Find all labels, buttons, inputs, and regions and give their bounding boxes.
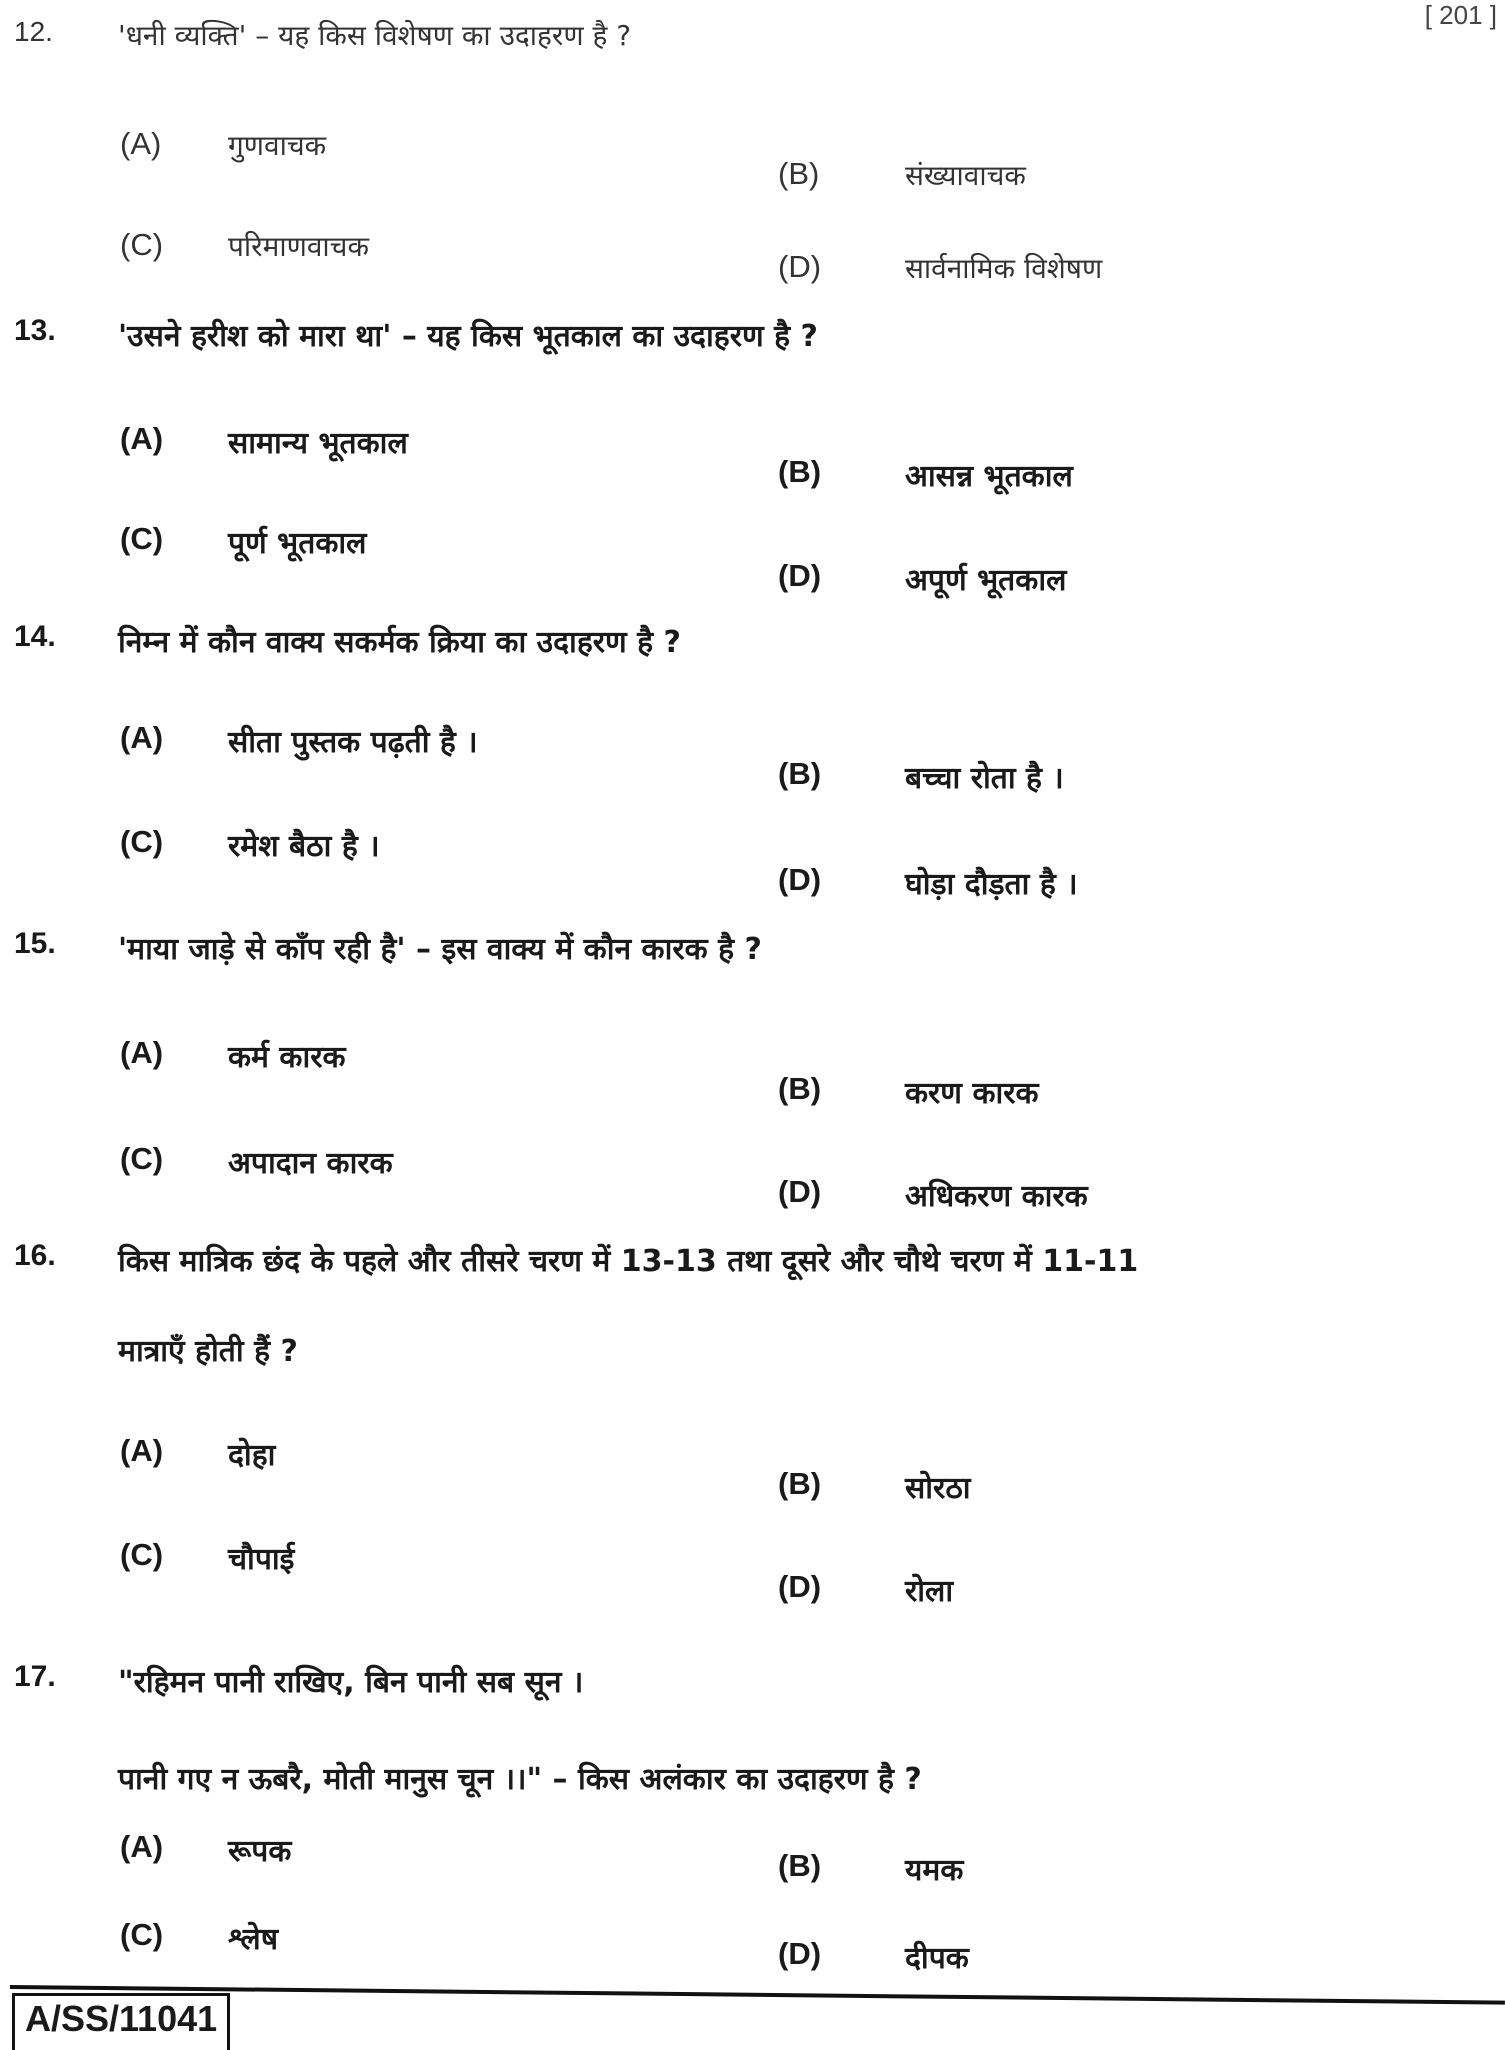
option-label-a: (A) bbox=[120, 1433, 164, 1468]
option-text-c: परिमाणवाचक bbox=[228, 230, 369, 263]
option-label-a: (A) bbox=[120, 126, 162, 161]
option-text-b: बच्चा रोता है । bbox=[905, 761, 1064, 796]
option-text-d: दीपक bbox=[905, 1941, 969, 1976]
question-text: 'उसने हरीश को मारा था' – यह किस भूतकाल का उदाहरण है ? bbox=[118, 319, 818, 354]
question-text: "रहिमन पानी राखिए, बिन पानी सब सून । bbox=[118, 1665, 584, 1700]
option-label-b: (B) bbox=[778, 1071, 822, 1106]
question-text: 'धनी व्यक्ति' – यह किस विशेषण का उदाहरण है ? bbox=[118, 19, 632, 52]
option-text-d: रोला bbox=[905, 1574, 954, 1609]
option-label-b: (B) bbox=[778, 1848, 822, 1883]
question-number: 13. bbox=[14, 314, 56, 347]
question-number: 14. bbox=[14, 620, 56, 653]
option-label-c: (C) bbox=[120, 227, 164, 262]
option-label-d: (D) bbox=[778, 1174, 822, 1209]
option-label-d: (D) bbox=[778, 862, 822, 897]
option-label-b: (B) bbox=[778, 1466, 822, 1501]
question-text: निम्न में कौन वाक्य सकर्मक क्रिया का उदाहरण है ? bbox=[118, 625, 681, 660]
option-text-d: सार्वनामिक विशेषण bbox=[905, 252, 1103, 285]
option-text-c: पूर्ण भूतकाल bbox=[228, 526, 367, 561]
option-text-a: दोहा bbox=[228, 1438, 276, 1473]
question-number: 16. bbox=[14, 1239, 56, 1272]
option-text-c: अपादान कारक bbox=[228, 1146, 393, 1181]
option-label-d: (D) bbox=[778, 1569, 822, 1604]
option-text-b: संख्यावाचक bbox=[905, 159, 1026, 192]
option-label-c: (C) bbox=[120, 824, 164, 859]
paper-code: A/SS/11041 bbox=[12, 1993, 230, 2050]
option-label-a: (A) bbox=[120, 1035, 164, 1070]
option-label-b: (B) bbox=[778, 454, 822, 489]
option-label-c: (C) bbox=[120, 1141, 164, 1176]
question-number: 17. bbox=[14, 1660, 56, 1693]
option-text-c: रमेश बैठा है । bbox=[228, 829, 380, 864]
option-label-d: (D) bbox=[778, 249, 822, 284]
option-text-b: आसन्न भूतकाल bbox=[905, 459, 1073, 494]
option-label-b: (B) bbox=[778, 756, 822, 791]
option-text-b: करण कारक bbox=[905, 1076, 1039, 1111]
option-text-a: गुणवाचक bbox=[228, 129, 327, 162]
option-text-a: सीता पुस्तक पढ़ती है । bbox=[228, 725, 478, 760]
option-text-c: चौपाई bbox=[228, 1542, 295, 1577]
option-label-a: (A) bbox=[120, 1829, 164, 1864]
option-text-d: घोड़ा दौड़ता है । bbox=[905, 867, 1078, 902]
question-number: 15. bbox=[14, 927, 56, 960]
option-label-c: (C) bbox=[120, 521, 164, 556]
option-text-b: यमक bbox=[905, 1853, 964, 1888]
question-number: 12. bbox=[14, 16, 53, 47]
option-label-b: (B) bbox=[778, 156, 820, 191]
question-text: किस मात्रिक छंद के पहले और तीसरे चरण में 13-13 तथा दूसरे और चौथे चरण में 11-11 bbox=[118, 1244, 1139, 1279]
option-text-d: अधिकरण कारक bbox=[905, 1179, 1088, 1214]
option-label-d: (D) bbox=[778, 558, 822, 593]
option-label-d: (D) bbox=[778, 1936, 822, 1971]
option-text-a: रूपक bbox=[228, 1834, 292, 1869]
option-text-b: सोरठा bbox=[905, 1471, 971, 1506]
question-text-line2: मात्राएँ होती हैं ? bbox=[118, 1334, 298, 1369]
footer-rule bbox=[10, 1985, 1505, 2005]
question-text-line2: पानी गए न ऊबरै, मोती मानुस चून ।।" – किस अलंकार का उदाहरण है ? bbox=[118, 1762, 922, 1797]
option-label-a: (A) bbox=[120, 720, 164, 755]
option-label-c: (C) bbox=[120, 1537, 164, 1572]
option-text-a: सामान्य भूतकाल bbox=[228, 426, 408, 461]
option-text-d: अपूर्ण भूतकाल bbox=[905, 563, 1067, 598]
option-label-c: (C) bbox=[120, 1917, 164, 1952]
option-text-c: श्लेष bbox=[228, 1922, 279, 1957]
question-text: 'माया जाड़े से काँप रही है' – इस वाक्य में कौन कारक है ? bbox=[118, 932, 762, 967]
option-label-a: (A) bbox=[120, 421, 164, 456]
option-text-a: कर्म कारक bbox=[228, 1040, 346, 1075]
page-marker: [ 201 ] bbox=[1424, 0, 1497, 30]
